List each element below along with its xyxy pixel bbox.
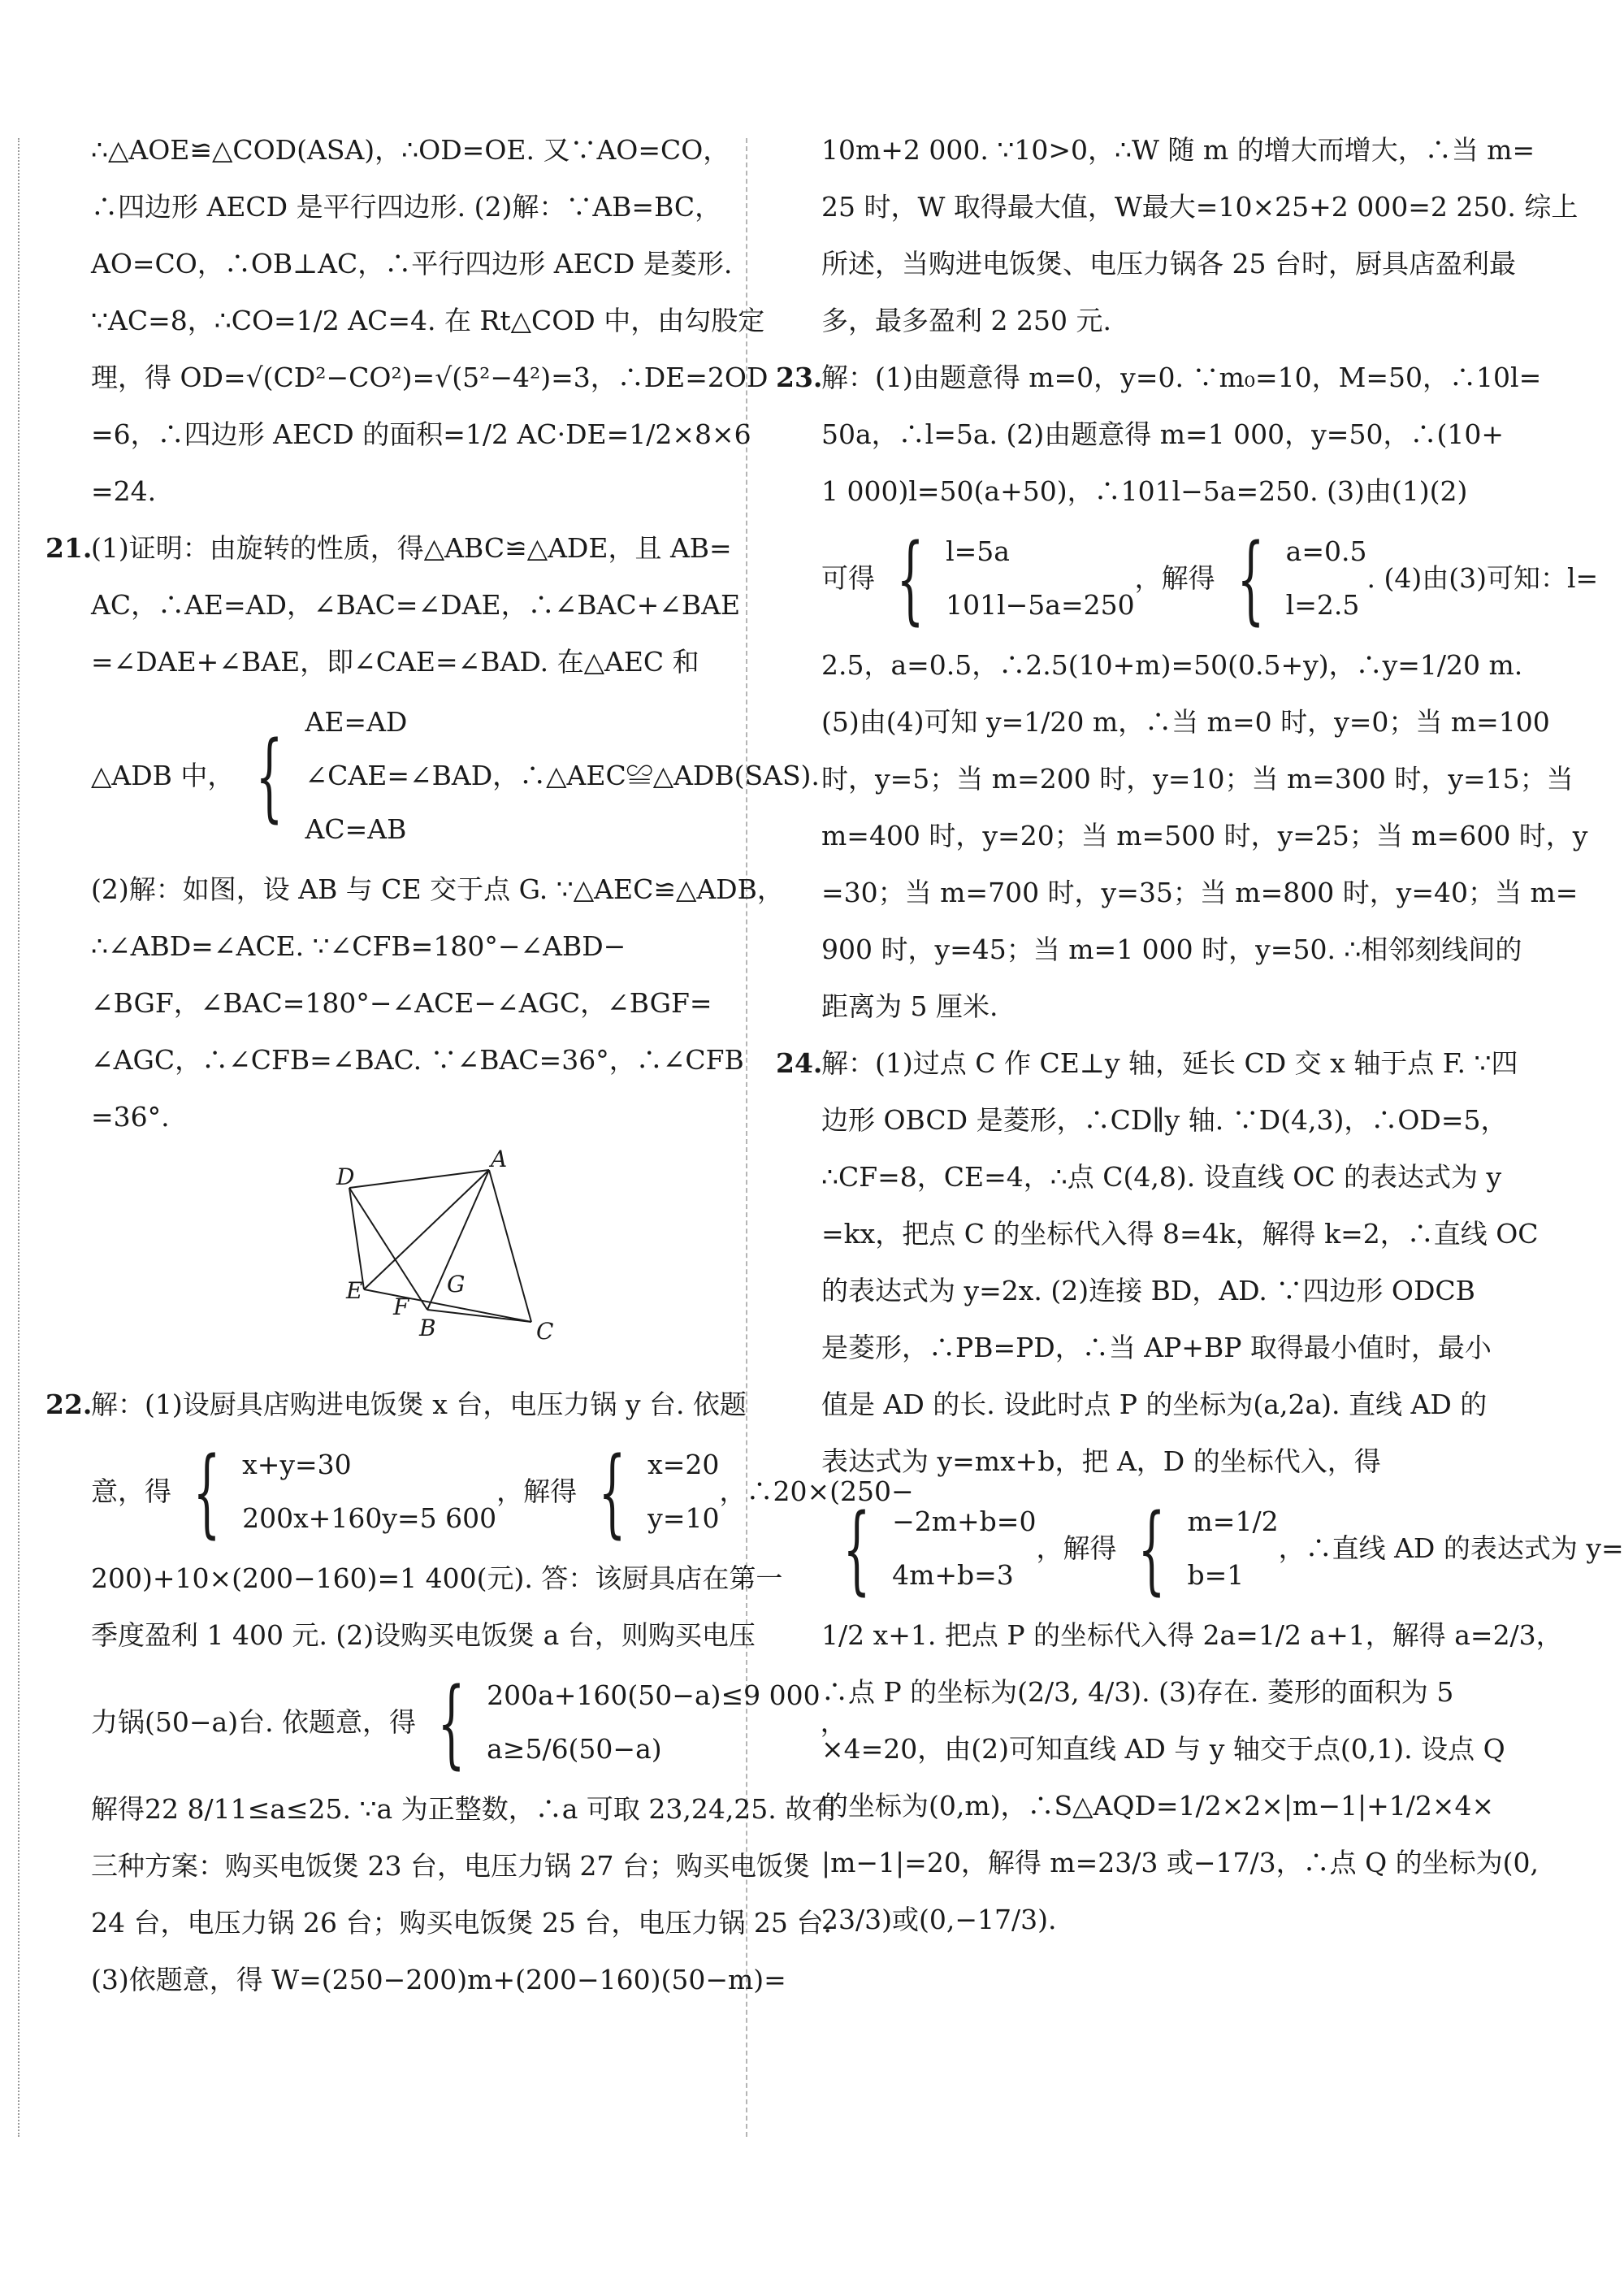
label-C: C	[536, 1318, 554, 1345]
system-brace: {	[437, 1666, 466, 1779]
text-line: 三种方案：购买电饭煲 23 台，电压力锅 27 台；购买电饭煲	[91, 1850, 810, 1882]
text-line: 是菱形，∴PB=PD，∴当 AP+BP 取得最小值时，最小	[821, 1332, 1492, 1363]
text-line: =36°.	[91, 1101, 170, 1133]
question-number: 23.	[776, 362, 823, 393]
system-line: m=1/2	[1187, 1506, 1279, 1537]
q22-continuation	[776, 122, 1579, 349]
geometry-figure	[335, 1146, 578, 1350]
question-24	[776, 1035, 1624, 1948]
system-brace: {	[598, 1436, 626, 1548]
text-line: =∠DAE+∠BAE，即∠CAE=∠BAD. 在△AEC 和	[91, 646, 699, 678]
text-line: 200)+10×(200−160)=1 400(元). 答：该厨具店在第一	[91, 1562, 783, 1594]
system-mid: ，解得	[1134, 562, 1215, 594]
system-brace: {	[896, 522, 925, 635]
label-B: B	[419, 1315, 436, 1341]
text-line: 季度盈利 1 400 元. (2)设购买电饭煲 a 台，则购买电压	[91, 1619, 756, 1651]
text-line: 24 台，电压力锅 26 台；购买电饭煲 25 台，电压力锅 25 台.	[91, 1907, 832, 1939]
text-line: ∴CF=8，CE=4，∴点 C(4,8). 设直线 OC 的表达式为 y	[821, 1161, 1502, 1193]
text-line: 25 时，W 取得最大值，W最大=10×25+2 000=2 250. 综上	[821, 191, 1579, 223]
text-line: 距离为 5 厘米.	[821, 990, 998, 1022]
text-line: (2)解：如图，设 AB 与 CE 交于点 G. ∵△AEC≌△ADB，	[91, 873, 784, 905]
text-line: 理，得 OD=√(CD²−CO²)=√(5²−4²)=3，∴DE=2OD	[91, 362, 769, 393]
label-F: F	[393, 1293, 409, 1320]
text-line: 2.5，a=0.5，∴2.5(10+m)=50(0.5+y)，∴y=1/20 m.	[821, 649, 1523, 681]
text-line: 表达式为 y=mx+b，把 A，D 的坐标代入，得	[821, 1445, 1381, 1477]
system-line: y=10	[647, 1502, 720, 1534]
text-line: 的坐标为(0,m)，∴S△AQD=1/2×2×|m−1|+1/2×4×	[821, 1790, 1495, 1822]
system-line: 4m+b=3	[892, 1559, 1014, 1591]
text-line: =24.	[91, 475, 157, 507]
system-line: −2m+b=0	[892, 1506, 1037, 1537]
equation-system	[91, 695, 820, 856]
text-line: 多，最多盈利 2 250 元.	[821, 305, 1111, 336]
question-number: 21.	[45, 532, 93, 564]
text-line: 解：(1)由题意得 m=0，y=0. ∵m₀=10，M=50，∴10l=	[821, 362, 1542, 393]
text-line: =6，∴四边形 AECD 的面积=1/2 AC·DE=1/2×8×6	[91, 418, 751, 450]
text-line: 的表达式为 y=2x. (2)连接 BD，AD. ∵四边形 ODCB	[821, 1275, 1475, 1306]
text-line: ∴∠ABD=∠ACE. ∵∠CFB=180°−∠ABD−	[91, 930, 626, 962]
system-line: x=20	[647, 1449, 720, 1480]
segment-AE	[364, 1170, 489, 1289]
text-line: ∠BGF，∠BAC=180°−∠ACE−∠AGC，∠BGF=	[91, 987, 712, 1019]
text-line: ∴四边形 AECD 是平行四边形. (2)解：∵AB=BC，	[91, 191, 722, 223]
system-suffix: . (4)由(3)可知：l=	[1366, 562, 1599, 594]
question-22	[45, 1376, 914, 2008]
label-E: E	[346, 1277, 363, 1304]
system-line: a≥5/6(50−a)	[487, 1733, 662, 1765]
label-G: G	[447, 1271, 466, 1298]
system-line: l=2.5	[1285, 589, 1360, 621]
text-line: m=400 时，y=20；当 m=500 时，y=25；当 m=600 时，y	[821, 820, 1588, 851]
segment-DA	[349, 1170, 489, 1188]
system-line: l=5a	[946, 535, 1010, 567]
text-line: (1)证明：由旋转的性质，得△ABC≌△ADE，且 AB=	[91, 532, 732, 564]
system-brace: {	[193, 1436, 221, 1548]
system-line: ∠CAE=∠BAD，∴△AEC≌△ADB(SAS).	[305, 760, 820, 791]
question-number: 24.	[776, 1047, 823, 1079]
system-line: 200a+160(50−a)≤9 000	[487, 1679, 821, 1711]
text-line: 解得22 8/11≤a≤25. ∵a 为正整数，∴a 可取 23,24,25. 故有	[91, 1793, 839, 1825]
text-line: 值是 AD 的长. 设此时点 P 的坐标为(a,2a). 直线 AD 的	[821, 1389, 1488, 1420]
inequality-system	[91, 1666, 847, 1779]
text-line: 解：(1)过点 C 作 CE⊥y 轴，延长 CD 交 x 轴于点 F. ∵四	[821, 1047, 1518, 1079]
segment-DE	[349, 1188, 364, 1289]
text-line: 10m+2 000. ∵10>0，∴W 随 m 的增大而增大，∴当 m=	[821, 134, 1535, 166]
system-line: b=1	[1187, 1559, 1245, 1591]
text-line: ∴△AOE≌△COD(ASA)，∴OD=OE. 又∵AO=CO，	[91, 134, 730, 166]
system-prefix: 可得	[821, 562, 875, 594]
system-suffix: ，∴直线 AD 的表达式为 y=	[1278, 1532, 1624, 1564]
text-line: 1 000)l=50(a+50)，∴101l−5a=250. (3)由(1)(2)	[821, 475, 1468, 507]
text-line: ∠AGC，∴∠CFB=∠BAC. ∵∠BAC=36°，∴∠CFB	[91, 1044, 744, 1076]
text-line: 所述，当购进电饭煲、电压力锅各 25 台时，厨具店盈利最	[821, 248, 1516, 279]
page-edge-dotted-line	[18, 138, 19, 2137]
equation-system	[821, 1493, 1624, 1605]
system-line: a=0.5	[1285, 535, 1367, 567]
system-suffix: ，	[820, 1706, 847, 1738]
equation-system	[821, 522, 1599, 635]
equation-system	[91, 1436, 914, 1548]
text-line: 时，y=5；当 m=200 时，y=10；当 m=300 时，y=15；当	[821, 763, 1574, 795]
label-A: A	[491, 1146, 508, 1172]
system-mid: ，解得	[1036, 1532, 1117, 1564]
system-brace: {	[1236, 522, 1265, 635]
system-prefix: △ADB 中，	[91, 760, 235, 791]
system-line: x+y=30	[242, 1449, 352, 1480]
text-line: |m−1|=20，解得 m=23/3 或−17/3，∴点 Q 的坐标为(0,	[821, 1847, 1539, 1878]
text-line: 23/3)或(0,−17/3).	[821, 1904, 1057, 1935]
system-mid: ，解得	[496, 1475, 578, 1507]
text-line: 900 时，y=45；当 m=1 000 时，y=50. ∴相邻刻线间的	[821, 934, 1522, 965]
text-line: 50a，∴l=5a. (2)由题意得 m=1 000，y=50，∴(10+	[821, 418, 1504, 450]
right-column	[776, 122, 1624, 1948]
text-line: (5)由(4)可知 y=1/20 m，∴当 m=0 时，y=0；当 m=100	[821, 706, 1550, 738]
text-line: ×4=20，由(2)可知直线 AD 与 y 轴交于点(0,1). 设点 Q	[821, 1733, 1505, 1765]
system-line: 200x+160y=5 600	[242, 1502, 497, 1534]
system-brace: {	[1138, 1493, 1166, 1605]
text-line: ∴点 P 的坐标为(2/3, 4/3). (3)存在. 菱形的面积为 5	[821, 1676, 1454, 1708]
system-prefix: 力锅(50−a)台. 依题意，得	[91, 1706, 417, 1738]
text-line: (3)依题意，得 W=(250−200)m+(200−160)(50−m)=	[91, 1964, 786, 1995]
system-brace: {	[256, 720, 284, 832]
system-line: 101l−5a=250	[946, 589, 1135, 621]
text-line: =kx，把点 C 的坐标代入得 8=4k，解得 k=2，∴直线 OC	[821, 1218, 1539, 1250]
text-line: 1/2 x+1. 把点 P 的坐标代入得 2a=1/2 a+1，解得 a=2/3，	[821, 1619, 1563, 1651]
text-line: ∵AC=8，∴CO=1/2 AC=4. 在 Rt△COD 中，由勾股定	[91, 305, 765, 336]
text-line: 解：(1)设厨具店购进电饭煲 x 台，电压力锅 y 台. 依题	[91, 1389, 747, 1420]
system-suffix: ，∴20×(250−	[719, 1475, 914, 1507]
label-D: D	[336, 1163, 355, 1190]
system-line: AE=AD	[305, 706, 408, 738]
system-prefix: 意，得	[91, 1475, 171, 1507]
system-brace: {	[842, 1493, 871, 1605]
system-line: AC=AB	[305, 813, 407, 845]
text-line: AO=CO，∴OB⊥AC，∴平行四边形 AECD 是菱形.	[91, 248, 733, 279]
question-number: 22.	[45, 1389, 93, 1420]
q20-continuation	[45, 122, 769, 520]
segment-AC	[489, 1170, 531, 1322]
text-line: 边形 OBCD 是菱形，∴CD∥y 轴. ∵D(4,3)，∴OD=5，	[821, 1104, 1508, 1136]
question-23	[776, 349, 1599, 1035]
text-line: AC，∴AE=AD，∠BAC=∠DAE，∴∠BAC+∠BAE	[91, 589, 741, 621]
text-line: =30；当 m=700 时，y=35；当 m=800 时，y=40；当 m=	[821, 877, 1579, 908]
